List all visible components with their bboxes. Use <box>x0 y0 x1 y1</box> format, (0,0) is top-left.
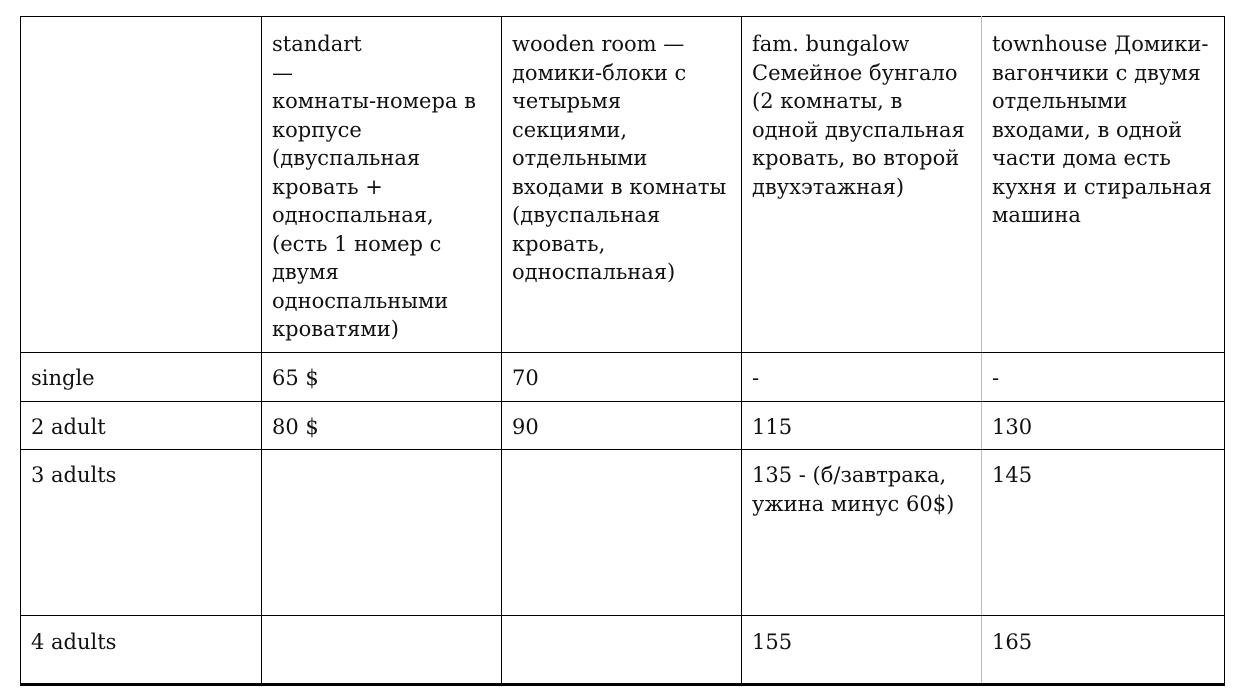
price-wooden-room-cell <box>502 450 742 616</box>
table-row-4-adults <box>21 616 1225 685</box>
price-fam-bungalow-cell <box>742 353 982 402</box>
row-label: single <box>31 366 95 390</box>
header-row <box>21 17 1225 353</box>
table-row-single <box>21 353 1225 402</box>
price-fam-bungalow-cell <box>742 616 982 685</box>
row-label-cell <box>21 401 262 450</box>
price-townhouse: - <box>992 366 1000 390</box>
price-wooden-room: 90 <box>512 414 539 439</box>
row-label: 2 adult <box>31 414 106 439</box>
price-townhouse: 130 <box>992 414 1033 439</box>
price-standart-cell <box>262 616 502 685</box>
price-wooden-room: 70 <box>512 366 539 390</box>
table-row-2-adult <box>21 401 1225 450</box>
price-fam-bungalow: - <box>752 366 760 390</box>
price-wooden-room-cell <box>502 616 742 685</box>
header-wooden-room-cell <box>502 17 742 353</box>
header-corner-cell <box>21 17 262 353</box>
price-fam-bungalow: 115 <box>752 414 793 439</box>
price-townhouse-cell <box>982 616 1225 685</box>
header-wooden-room-text: wooden room — домики-блоки с четырьмя секциями, отдельными входами в комнаты (двуспальная кровать, односпальная) <box>512 32 727 284</box>
row-label-cell <box>21 353 262 402</box>
price-fam-bungalow-cell <box>742 450 982 616</box>
price-standart: 80 $ <box>272 414 319 439</box>
header-townhouse-text: townhouse Домики-вагончики с двумя отдельными входами, в одной части дома есть кухня и стиральная машина <box>992 32 1212 227</box>
header-fam-bungalow-text: fam. bungalow Семейное бунгало (2 комнаты, в одной двуспальная кровать, во второй двухэтажная) <box>752 32 965 199</box>
header-standart-cell <box>262 17 502 353</box>
row-label: 4 adults <box>31 630 117 654</box>
price-fam-bungalow: 155 <box>752 630 793 654</box>
header-townhouse-cell <box>982 17 1225 353</box>
header-standart-text: standart — комнаты-номера в корпусе (двуспальная кровать + односпальная, (есть 1 номер с двумя односпальными кроватями) <box>272 32 476 341</box>
price-townhouse-cell <box>982 450 1225 616</box>
row-label-cell <box>21 616 262 685</box>
price-wooden-room-cell <box>502 353 742 402</box>
price-wooden-room-cell <box>502 401 742 450</box>
row-label: 3 adults <box>31 463 117 487</box>
price-townhouse: 165 <box>992 630 1033 654</box>
price-townhouse-cell <box>982 401 1225 450</box>
price-fam-bungalow-cell <box>742 401 982 450</box>
price-standart-cell <box>262 353 502 402</box>
price-standart-cell <box>262 401 502 450</box>
price-standart-cell <box>262 450 502 616</box>
price-townhouse-cell <box>982 353 1225 402</box>
price-standart: 65 $ <box>272 366 319 390</box>
header-fam-bungalow-cell <box>742 17 982 353</box>
price-fam-bungalow: 135 - (б/завтрака, ужина минус 60$) <box>752 463 955 516</box>
price-table <box>20 16 1225 686</box>
table-row-3-adults <box>21 450 1225 616</box>
price-townhouse: 145 <box>992 463 1033 487</box>
row-label-cell <box>21 450 262 616</box>
